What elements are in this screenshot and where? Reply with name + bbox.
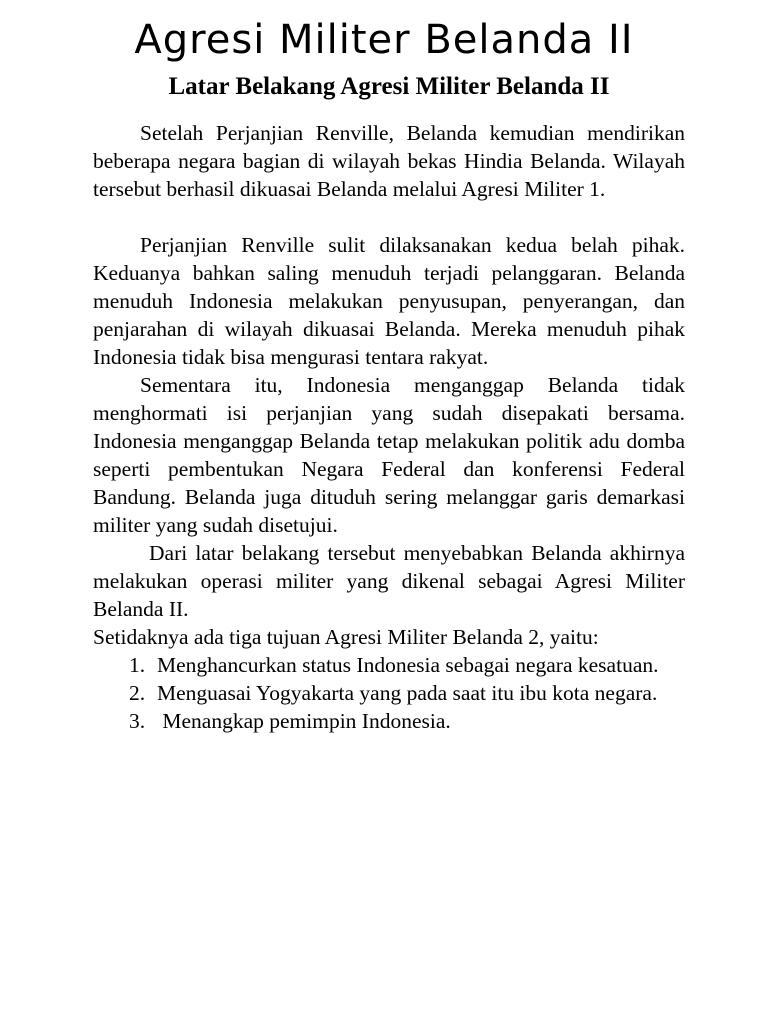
- list-item: [93, 679, 685, 707]
- paragraph-mutual-accusations: Perjanjian Renville sulit dilaksanakan kedua belah pihak. Keduanya bahkan saling menuduh terjadi pelanggaran. Belanda menuduh Indonesia melakukan penyusupan, penyerangan, dan penjarahan di wilayah dikuasai Belanda. Mereka menuduh pihak Indonesia tidak bisa mengurasi tentara rakyat.: [93, 233, 685, 369]
- section-heading: Latar Belakang Agresi Militer Belanda II: [168, 73, 610, 100]
- list-item: [93, 707, 685, 735]
- list-item-text: Menangkap pemimpin Indonesia.: [157, 709, 451, 733]
- list-item-text: Menghancurkan status Indonesia sebagai negara kesatuan.: [157, 653, 659, 677]
- list-item-text: Menguasai Yogyakarta yang pada saat itu ibu kota negara.: [157, 681, 658, 705]
- paragraph-spacer: [93, 203, 685, 231]
- document-body: [93, 119, 685, 735]
- goals-intro: Setidaknya ada tiga tujuan Agresi Militer Belanda 2, yaitu:: [93, 625, 599, 649]
- page-title: Agresi Militer Belanda II: [134, 17, 634, 63]
- paragraph-renville-aftermath: Setelah Perjanjian Renville, Belanda kemudian mendirikan beberapa negara bagian di wilayah bekas Hindia Belanda. Wilayah tersebut berhasil dikuasai Belanda melalui Agresi Militer 1.: [93, 121, 685, 201]
- list-item-number: 3.: [129, 709, 146, 733]
- list-item-number: 1.: [129, 653, 146, 677]
- paragraph-conclusion: Dari latar belakang tersebut menyebabkan Belanda akhirnya melakukan operasi militer yang dikenal sebagai Agresi Militer Belanda II.: [93, 541, 685, 621]
- list-item: [93, 651, 685, 679]
- goals-list: [93, 651, 685, 735]
- paragraph-indonesia-view: Sementara itu, Indonesia menganggap Belanda tidak menghormati isi perjanjian yang sudah disepakati bersama. Indonesia menganggap Belanda tetap melakukan politik adu domba seperti pembentukan Negara Federal dan konferensi Federal Bandung. Belanda juga dituduh sering melanggar garis demarkasi militer yang sudah disetujui.: [93, 373, 685, 537]
- list-item-number: 2.: [129, 681, 146, 705]
